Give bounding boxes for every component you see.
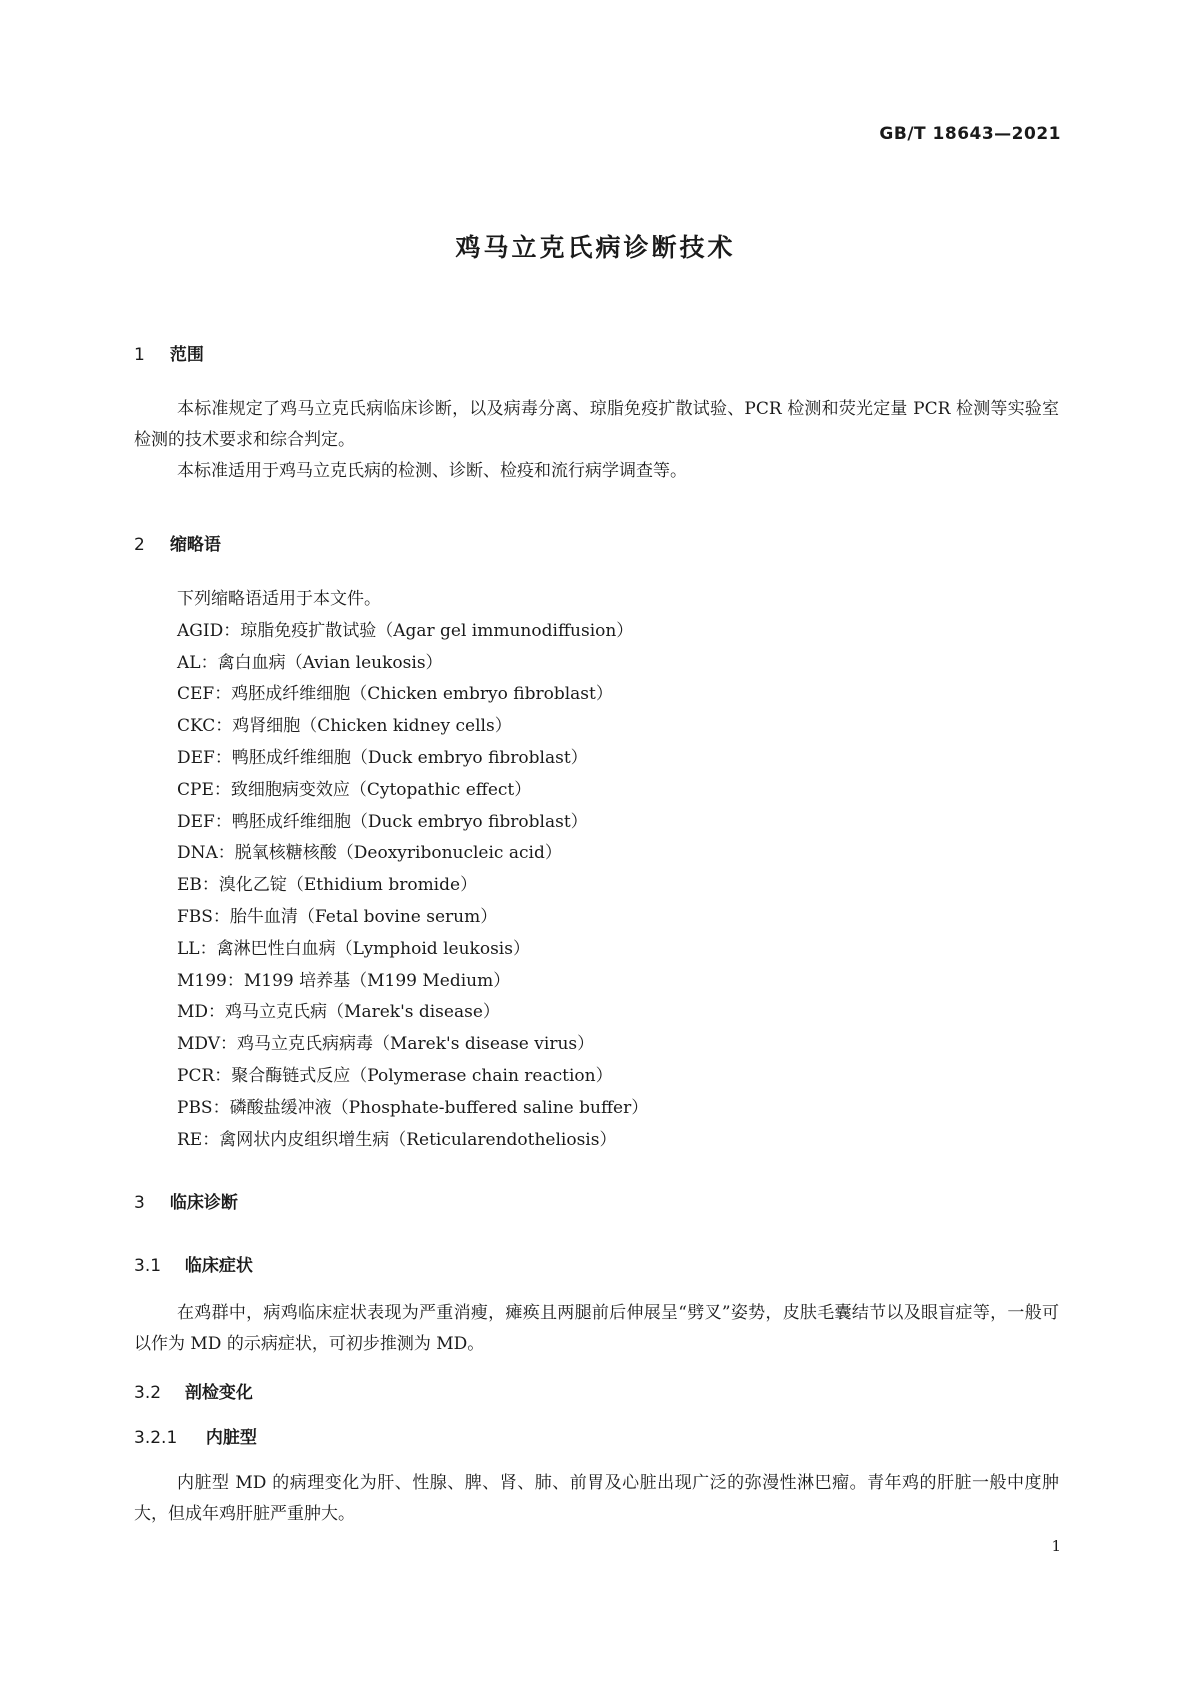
visceral-type-paragraph: 内脏型 MD 的病理变化为肝、性腺、脾、肾、肺、前胃及心脏出现广泛的弥漫性淋巴瘤。青年鸡的肝脏一般中度肿大，但成年鸡肝脏严重肿大。 bbox=[134, 1473, 1059, 1524]
section-3-1-heading bbox=[134, 1251, 253, 1276]
abbreviation-item: LL：禽淋巴性白血病（Lymphoid leukosis） bbox=[177, 938, 530, 959]
abbreviation-item: FBS：胎牛血清（Fetal bovine serum） bbox=[177, 906, 498, 927]
section-number: 3.2.1 bbox=[134, 1428, 178, 1448]
clinical-symptoms-paragraph: 在鸡群中，病鸡临床症状表现为严重消瘦，瘫痪且两腿前后伸展呈“劈叉”姿势，皮肤毛囊结节以及眼盲症等，一般可以作为 MD 的示病症状，可初步推测为 MD。 bbox=[134, 1303, 1059, 1354]
section-1-heading bbox=[134, 340, 204, 365]
abbreviation-item: DEF：鸭胚成纤维细胞（Duck embryo fibroblast） bbox=[177, 811, 588, 832]
section-3-2-1-heading bbox=[134, 1423, 257, 1448]
section-title: 缩略语 bbox=[169, 535, 221, 555]
abbreviation-item: MD：鸡马立克氏病（Marek's disease） bbox=[177, 1002, 500, 1023]
document-title: 鸡马立克氏病诊断技术 bbox=[455, 233, 736, 262]
abbreviation-item: EB：溴化乙锭（Ethidium bromide） bbox=[177, 875, 478, 896]
abbreviation-item: RE：禽网状内皮组织增生病（Reticularendotheliosis） bbox=[177, 1129, 617, 1150]
section-number: 1 bbox=[134, 345, 145, 365]
abbreviation-item: DNA：脱氧核糖核酸（Deoxyribonucleic acid） bbox=[177, 843, 562, 864]
section-number: 3 bbox=[134, 1193, 145, 1213]
abbreviation-item: PCR：聚合酶链式反应（Polymerase chain reaction） bbox=[177, 1065, 613, 1086]
section-number: 3.1 bbox=[134, 1256, 162, 1276]
section-title: 临床诊断 bbox=[169, 1193, 238, 1213]
abbreviation-item: M199：M199 培养基（M199 Medium） bbox=[177, 970, 511, 991]
abbreviation-item: PBS：磷酸盐缓冲液（Phosphate-buffered saline buffer） bbox=[177, 1097, 649, 1118]
abbreviation-item: AGID：琼脂免疫扩散试验（Agar gel immunodiffusion） bbox=[177, 620, 634, 641]
section-3-2-heading bbox=[134, 1378, 253, 1403]
section-title: 内脏型 bbox=[205, 1428, 257, 1448]
abbreviation-item: CEF：鸡胚成纤维细胞（Chicken embryo fibroblast） bbox=[177, 684, 613, 705]
scope-paragraph-2: 本标准适用于鸡马立克氏病的检测、诊断、检疫和流行病学调查等。 bbox=[177, 461, 687, 481]
page-number: 1 bbox=[1051, 1537, 1061, 1555]
section-3-heading bbox=[134, 1188, 238, 1213]
abbreviation-item: CPE：致细胞病变效应（Cytopathic effect） bbox=[177, 779, 532, 800]
abbreviation-list bbox=[177, 584, 648, 1156]
scope-paragraph-1: 本标准规定了鸡马立克氏病临床诊断，以及病毒分离、琼脂免疫扩散试验、PCR 检测和荧光定量 PCR 检测等实验室检测的技术要求和综合判定。 bbox=[134, 399, 1059, 450]
section-number: 3.2 bbox=[134, 1383, 162, 1403]
section-title: 剖检变化 bbox=[184, 1383, 253, 1403]
section-title: 范围 bbox=[169, 345, 204, 365]
abbreviation-item: DEF：鸭胚成纤维细胞（Duck embryo fibroblast） bbox=[177, 747, 588, 768]
section-2-heading bbox=[134, 530, 221, 555]
abbreviation-item: CKC：鸡肾细胞（Chicken kidney cells） bbox=[177, 716, 512, 737]
abbreviation-intro: 下列缩略语适用于本文件。 bbox=[177, 589, 381, 609]
abbreviation-item: MDV：鸡马立克氏病病毒（Marek's disease virus） bbox=[177, 1034, 595, 1055]
abbreviation-item: AL：禽白血病（Avian leukosis） bbox=[177, 652, 443, 673]
section-title: 临床症状 bbox=[184, 1256, 253, 1276]
standard-code: GB/T 18643—2021 bbox=[879, 124, 1061, 144]
section-number: 2 bbox=[134, 535, 145, 555]
